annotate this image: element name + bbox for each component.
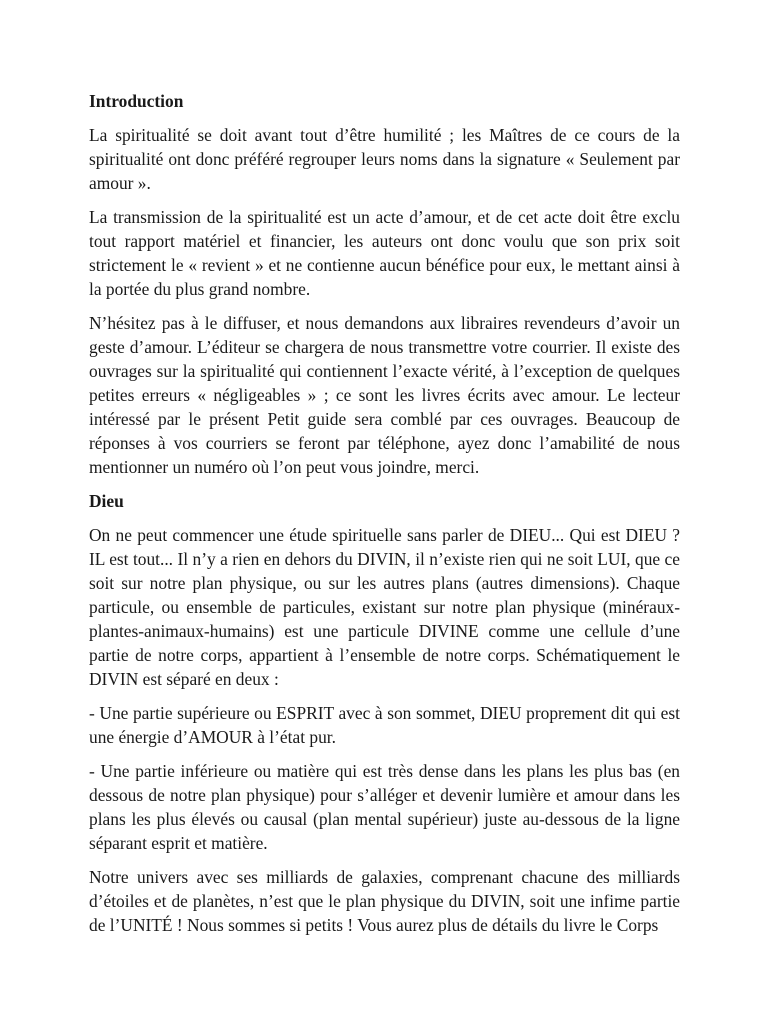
dieu-paragraph-3: - Une partie inférieure ou matière qui est très dense dans les plans les plus bas (en dessous de notre plan physique) pour s’alléger et devenir lumière et amour dans les plans les plus élevés ou causal (plan mental supérieur) juste au-dessous de la ligne séparant esprit et matière. xyxy=(89,761,680,853)
section-heading-introduction: Introduction xyxy=(89,91,184,111)
dieu-paragraph-1: On ne peut commencer une étude spirituelle sans parler de DIEU... Qui est DIEU ? IL est tout... Il n’y a rien en dehors du DIVIN, il n’existe rien qui ne soit LUI, que ce soit sur notre plan physique, ou sur les autres plans (autres dimensions). Chaque particule, ou ensemble de particules, existant sur notre plan physique (minéraux-plantes-animaux-humains) est une particule DIVINE comme une cellule d’une partie de notre corps, appartient à l’ensemble de notre corps. Schématiquement le DIVIN est séparé en deux : xyxy=(89,525,680,689)
intro-paragraph-3: N’hésitez pas à le diffuser, et nous demandons aux libraires revendeurs d’avoir un geste d’amour. L’éditeur se chargera de nous transmettre votre courrier. Il existe des ouvrages sur la spiritualité qui contiennent l’exacte vérité, à l’exception de quelques petites erreurs « négligeables » ; ce sont les livres écrits avec amour. Le lecteur intéressé par le présent Petit guide sera comblé par ces ouvrages. Beaucoup de réponses à vos courriers se feront par téléphone, ayez donc l’amabilité de nous mentionner un numéro où l’on peut vous joindre, merci. xyxy=(89,313,680,477)
intro-paragraph-1: La spiritualité se doit avant tout d’être humilité ; les Maîtres de ce cours de la spiritualité ont donc préféré regrouper leurs noms dans la signature « Seulement par amour ». xyxy=(89,125,680,193)
dieu-paragraph-2: - Une partie supérieure ou ESPRIT avec à son sommet, DIEU proprement dit qui est une énergie d’AMOUR à l’état pur. xyxy=(89,703,680,747)
intro-paragraph-2: La transmission de la spiritualité est un acte d’amour, et de cet acte doit être exclu tout rapport matériel et financier, les auteurs ont donc voulu que son prix soit strictement le « revient » et ne contienne aucun bénéfice pour eux, le mettant ainsi à la portée du plus grand nombre. xyxy=(89,207,680,299)
dieu-paragraph-4: Notre univers avec ses milliards de galaxies, comprenant chacune des milliards d’étoiles et de planètes, n’est que le plan physique du DIVIN, soit une infime partie de l’UNITÉ ! Nous sommes si petits ! Vous aurez plus de détails du livre le Corps xyxy=(89,867,680,935)
section-heading-dieu: Dieu xyxy=(89,491,124,511)
